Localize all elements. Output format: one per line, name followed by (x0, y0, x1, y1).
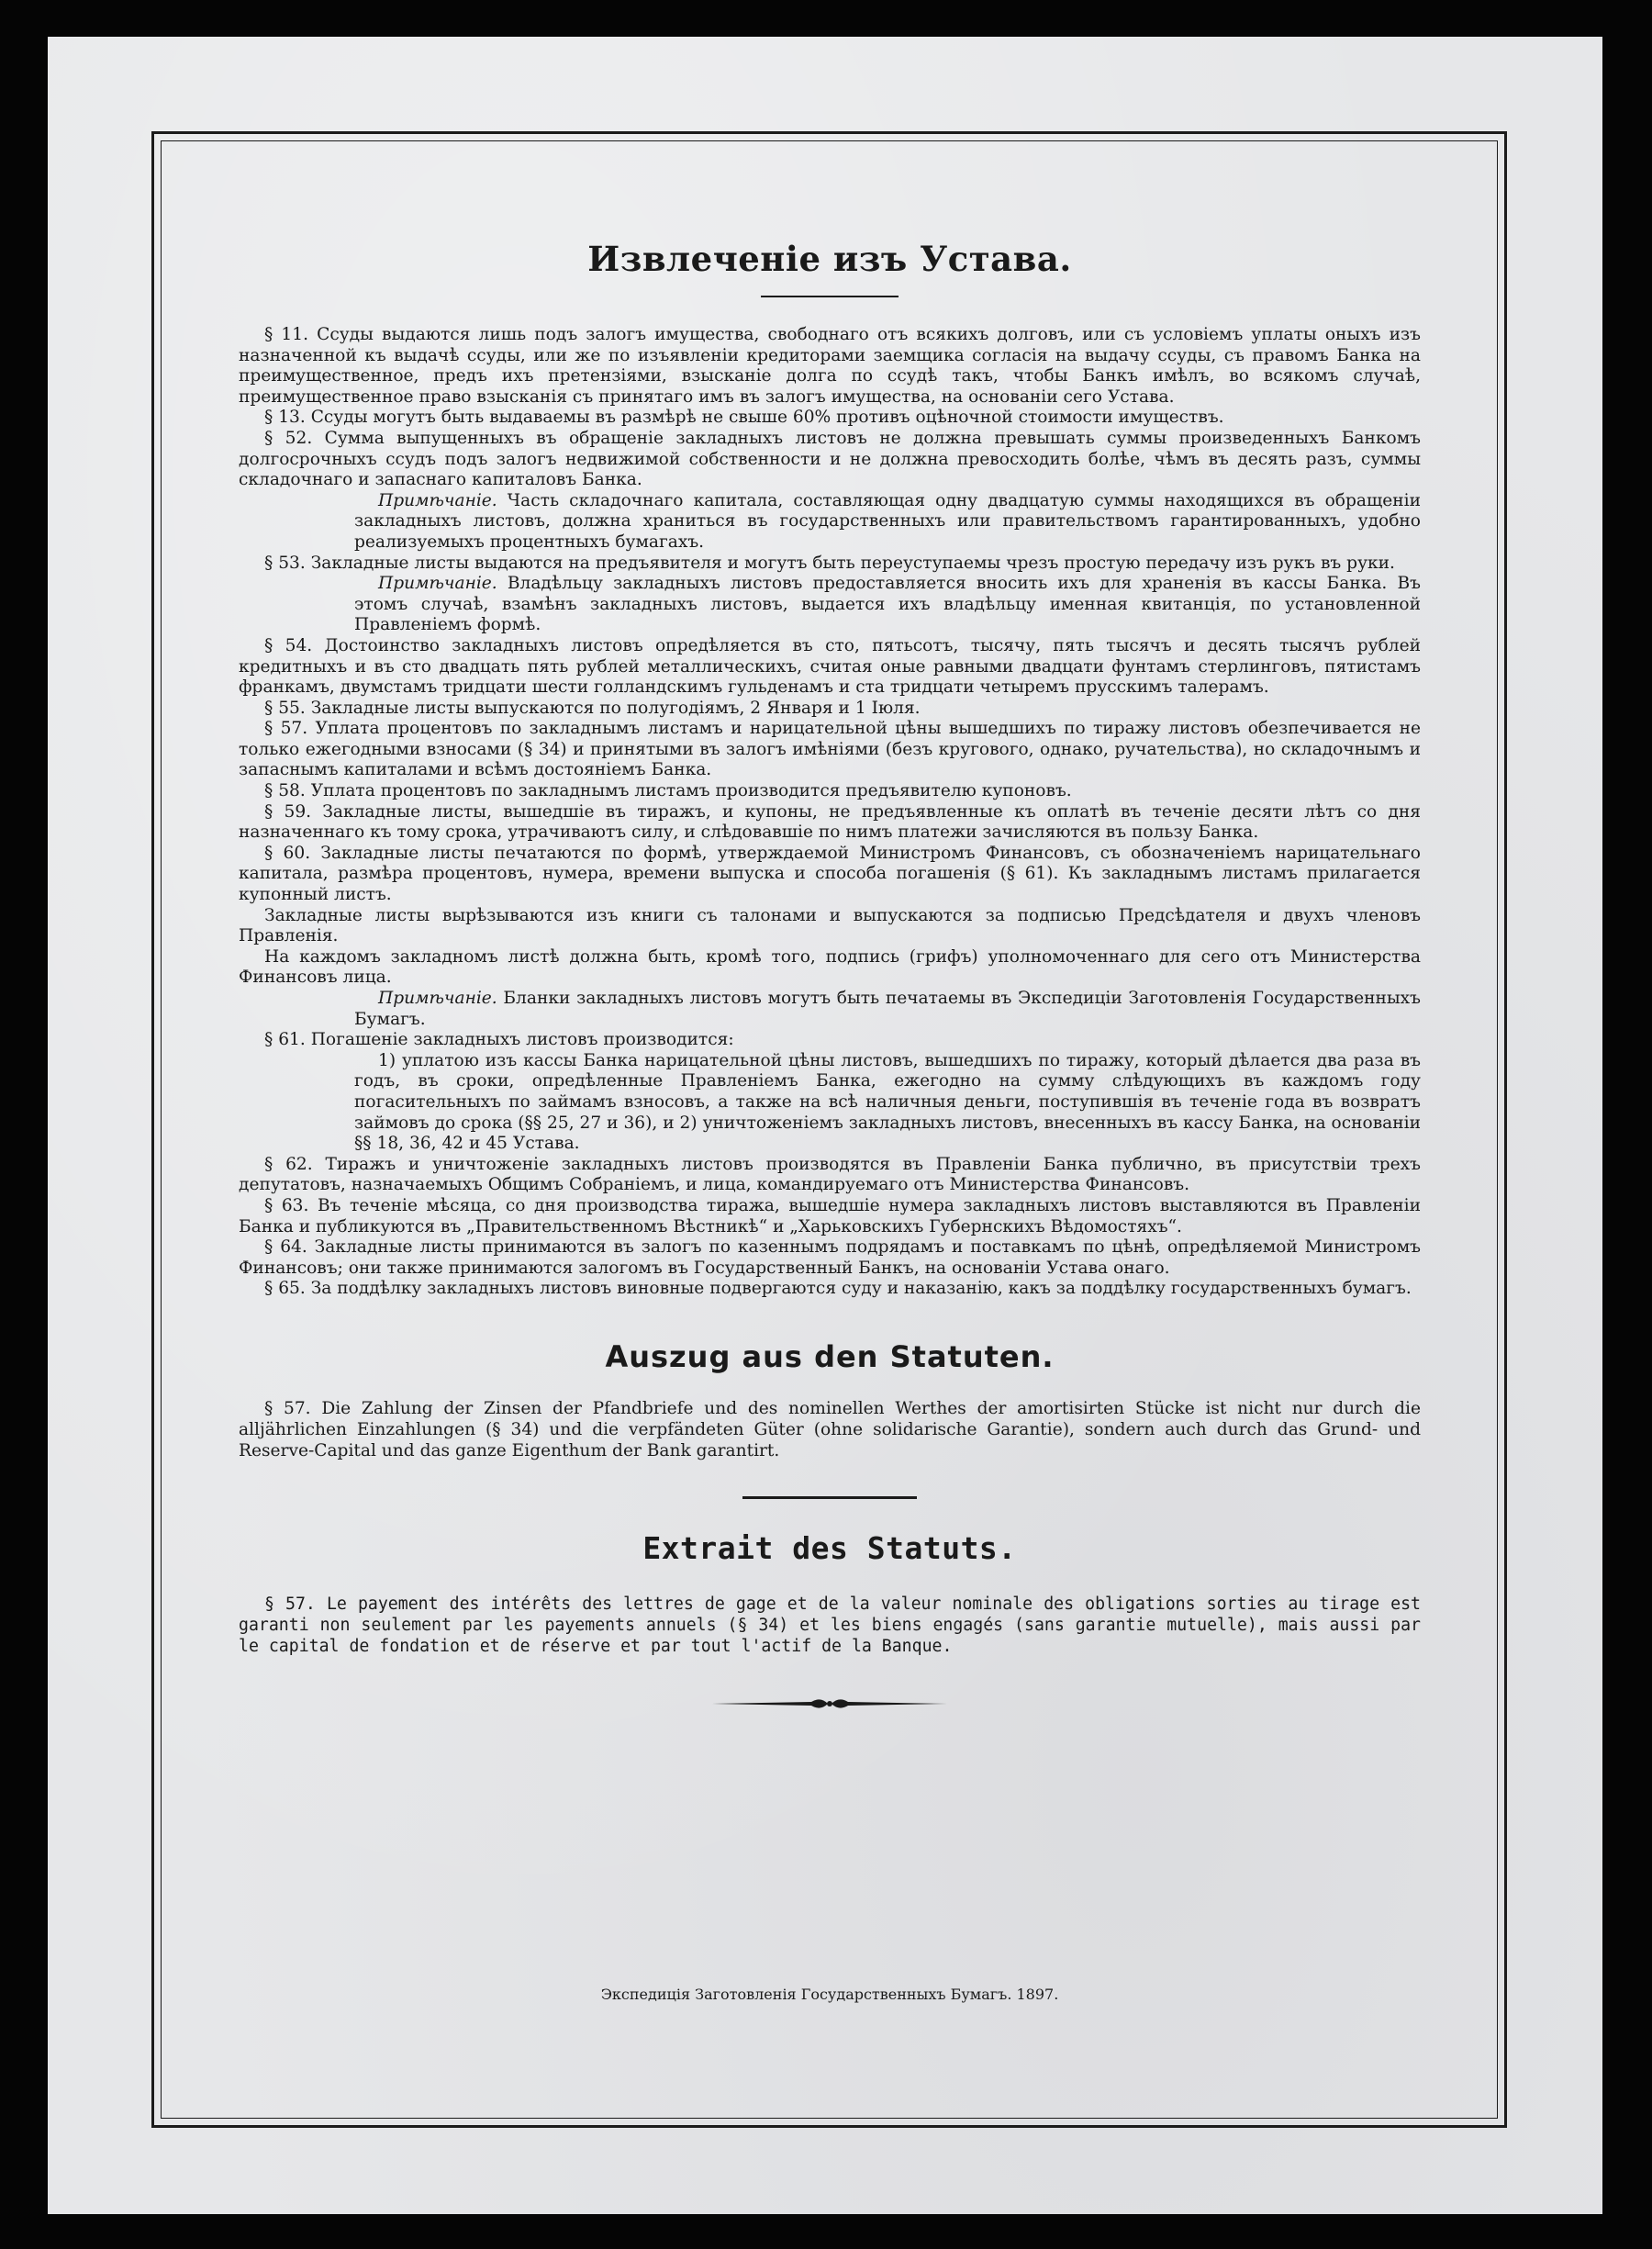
french-title: Extrait des Statuts. (642, 1529, 1017, 1566)
statute-paragraph: § 57. Уплата процентовъ по закладнымъ листамъ и нарицательной цѣны вышедшихъ по тиражу листовъ обезпечивается не только ежегодными взносами (§ 34) и принятыми въ залогъ имѣніями (безъ кругового, однако, ручательства), но складочнымъ и запаснымъ капиталами и всѣмъ достояніемъ Банка. (239, 719, 1421, 780)
statute-paragraph: § 55. Закладные листы выпускаются по полугодіямъ, 2 Января и 1 Іюля. (264, 698, 921, 718)
statute-paragraph: § 59. Закладные листы, вышедшіе въ тиражъ, и купоны, не предъявленные къ оплатѣ въ теченіе десяти лѣтъ со дня назначеннаго къ тому срока, утрачиваютъ силу, и слѣдовавшіе по нимъ платежи зачисляются въ пользу Банка. (239, 801, 1421, 843)
section-divider (742, 1496, 917, 1499)
statute-paragraph: § 62. Тиражъ и уничтоженіе закладныхъ листовъ производятся въ Правленіи Банка публично, въ присутствіи трехъ депутатовъ, назначаемыхъ Общимъ Собраніемъ, и лица, командируемаго отъ Министерства Финансовъ. (239, 1154, 1421, 1195)
statute-note (239, 989, 1421, 1030)
statute-paragraph: § 63. Въ теченіе мѣсяца, со дня производства тиража, вышедшіе нумера закладныхъ листовъ выставляются въ Правленіи Банка и публикуются въ „Правительственномъ Вѣстникѣ“ и „Харьковскихъ Губернскихъ Вѣдомостяхъ“. (239, 1195, 1421, 1236)
statute-paragraph: § 13. Ссуды могутъ быть выдаваемы въ размѣрѣ не свыше 60% противъ оцѣночной стоимости имуществъ. (264, 408, 1224, 428)
note-label: Примѣчаніе. (378, 989, 497, 1008)
statute-paragraph: § 58. Уплата процентовъ по закладнымъ листамъ производится предъявителю купоновъ. (264, 781, 1072, 801)
title-divider (761, 296, 899, 297)
document-sheet (48, 37, 1602, 2214)
german-title: Auszug aus den Statuten. (605, 1338, 1055, 1374)
french-paragraph: § 57. Le payement des intérêts des lettres de gage et de la valeur nominale des obligations sorties au tirage est garanti non seulement par les payements annuels (§ 34) et les biens engagés (sans garantie mutuelle), mais aussi par le capital de fondation et de réserve et par tout l'actif de la Banque. (239, 1594, 1421, 1656)
statute-item: 1) уплатою изъ кассы Банка нарицательной цѣны листовъ, вышедшихъ по тиражу, который дѣлается два раза въ годъ, въ сроки, опредѣленные Правленіемъ Банка, ежегодно на сумму слѣдующихъ въ каждомъ году погасительныхъ по займамъ взносовъ, а также на всѣ наличныя деньги, поступившія въ теченіе года въ возвратъ займовъ до срока (§§ 25, 27 и 36), и 2) уничтоженіемъ закладныхъ листовъ, внесенныхъ въ кассу Банка, на основаніи §§ 18, 36, 42 и 45 Устава. (354, 1050, 1421, 1154)
statute-paragraph: § 61. Погашеніе закладныхъ листовъ производится: (264, 1030, 734, 1050)
statute-paragraph: На каждомъ закладномъ листѣ должна быть, кромѣ того, подпись (грифъ) уполномоченнаго для сего отъ Министерства Финансовъ лица. (239, 946, 1421, 988)
statute-paragraph: § 60. Закладные листы печатаются по формѣ, утверждаемой Министромъ Финансовъ, съ обозначеніемъ нарицательнаго капитала, размѣра процентовъ, нумера, времени выпуска и способа погашенія (§ 61). Къ закладнымъ листамъ прилагается купонный листъ. (239, 843, 1421, 905)
ornament-divider (710, 1694, 949, 1714)
statute-paragraph: § 53. Закладные листы выдаются на предъявителя и могутъ быть переуступаемы чрезъ простую передачу изъ рукъ въ руки. (264, 553, 1395, 573)
statute-paragraph: § 11. Ссуды выдаются лишь подъ залогъ имущества, свободнаго отъ всякихъ долговъ, или съ условіемъ уплаты оныхъ изъ назначенной къ выдачѣ ссуды, или же по изъявленіи кредиторами заемщика согласія на выдачу ссуды, съ правомъ Банка на преимущественное, предъ ихъ претензіями, взысканіе долга по ссудѣ такъ, чтобы Банкъ имѣлъ, во всякомъ случаѣ, преимущественное право взысканія съ принятаго имъ въ залогъ имущества, на основаніи сего Устава. (239, 325, 1421, 407)
note-text: Владѣльцу закладныхъ листовъ предоставляется вносить ихъ для храненія въ кассы Банка. Въ этомъ случаѣ, взамѣнъ закладныхъ листовъ, выдается ихъ владѣльцу именная квитанція, по установленной Правленіемъ формѣ. (354, 574, 1421, 635)
statute-paragraph: Закладные листы вырѣзываются изъ книги съ талонами и выпускаются за подписью Предсѣдателя и двухъ членовъ Правленія. (239, 905, 1421, 946)
statute-note (239, 574, 1421, 636)
note-label: Примѣчаніе. (378, 574, 497, 594)
statute-paragraph: § 64. Закладные листы принимаются въ залогъ по казеннымъ подрядамъ и поставкамъ по цѣнѣ, опредѣляемой Министромъ Финансовъ; они также принимаются залогомъ въ Государственный Банкъ, на основаніи Устава онаго. (239, 1237, 1421, 1278)
note-text: Часть складочнаго капитала, составляющая одну двадцатую суммы находящихся въ обращеніи закладныхъ листовъ, должна храниться въ государственныхъ или правительствомъ гарантированныхъ, удобно реализуемыхъ процентныхъ бумагахъ. (354, 490, 1421, 552)
statute-paragraph: § 54. Достоинство закладныхъ листовъ опредѣляется въ сто, пятьсотъ, тысячу, пять тысячъ и десять тысячъ рублей кредитныхъ и въ сто двадцать пять рублей металлическихъ, считая оные равными двадцати фунтамъ стерлинговъ, пятистамъ франкамъ, двумстамъ тридцати шести голландскимъ гульденамъ и ста тридцати четыремъ прусскимъ талерамъ. (239, 635, 1421, 698)
russian-title: Извлеченіе изъ Устава. (587, 239, 1072, 279)
printer-imprint: Экспедиція Заготовленія Государственныхъ Бумагъ. 1897. (600, 1986, 1059, 2003)
russian-statutes (239, 325, 1421, 1300)
statute-paragraph: § 52. Сумма выпущенныхъ въ обращеніе закладныхъ листовъ не должна превышать суммы произведенныхъ Банкомъ долгосрочныхъ ссудъ подъ залогъ недвижимой собственности и не должна превосходить болѣе, чѣмъ въ десять разъ, суммы складочнаго и запаснаго капиталовъ Банка. (239, 428, 1421, 490)
statute-paragraph: § 65. За поддѣлку закладныхъ листовъ виновные подвергаются суду и наказанію, какъ за поддѣлку государственныхъ бумагъ. (264, 1279, 1412, 1299)
note-text: Бланки закладныхъ листовъ могутъ быть печатаемы въ Экспедиціи Заготовленія Государственныхъ Бумагъ. (354, 989, 1421, 1029)
german-paragraph: § 57. Die Zahlung der Zinsen der Pfandbriefe und des nominellen Werthes der amortisirten Stücke ist nicht nur durch die alljährlichen Einzahlungen (§ 34) und die verpfändeten Güter (ohne solidarische Garantie), sondern auch durch das Grund- und Reserve-Capital und das ganze Eigenthum der Bank garantirt. (239, 1398, 1421, 1460)
statute-note (239, 491, 1421, 554)
document-content (239, 239, 1421, 1714)
note-label: Примѣчаніе. (378, 490, 497, 510)
